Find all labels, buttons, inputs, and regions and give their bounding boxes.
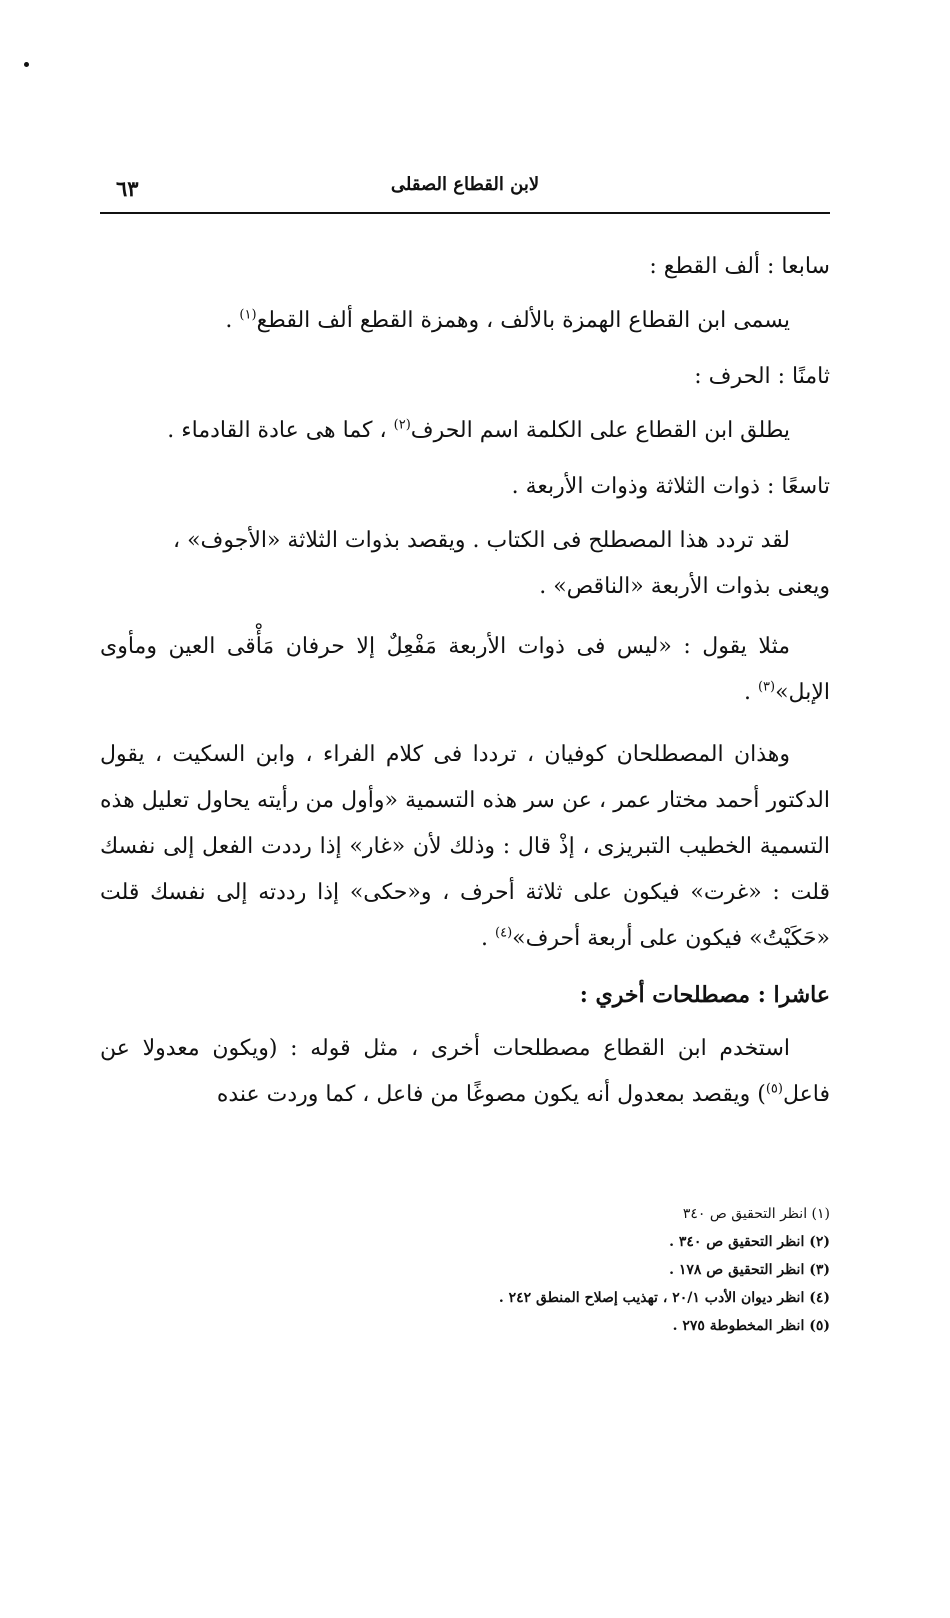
section-heading-9: تاسعًا : ذوات الثلاثة وذوات الأربعة . <box>511 474 830 499</box>
paragraph-8-text: يطلق ابن القطاع على الكلمة اسم الحرف <box>410 418 790 443</box>
paragraph-9b-end: . <box>743 680 758 705</box>
paragraph-9b <box>100 624 830 716</box>
paragraph-7 <box>100 298 830 344</box>
footnote-1: (١) انظر التحقيق ص ٣٤٠ <box>682 1206 830 1222</box>
footnotes <box>100 1200 830 1340</box>
paragraph-9c <box>100 732 830 962</box>
section-heading-7: سابعا : ألف القطع : <box>649 254 830 279</box>
paragraph-10 <box>100 1026 830 1118</box>
header-rule <box>100 212 830 214</box>
footnote-3: (٣) انظر التحقيق ص ١٧٨ . <box>669 1262 830 1278</box>
footnote-4: (٤) انظر ديوان الأدب ٢٠/١ ، تهذيب إصلاح المنطق ٢٤٢ . <box>498 1290 830 1306</box>
paragraph-10-end: ) ويقصد بمعدول أنه يكون مصوغًا من فاعل ، كما وردت عنده <box>216 1082 766 1107</box>
paragraph-9a-line-2: ويعنى بذوات الأربعة «الناقص» . <box>539 574 830 599</box>
paragraph-9a-line-1: لقد تردد هذا المصطلح فى الكتاب . ويقصد بذوات الثلاثة «الأجوف» ، <box>173 528 790 553</box>
footnote-ref-2: (٢) <box>393 417 411 433</box>
footnote-5: (٥) انظر المخطوطة ٢٧٥ . <box>672 1318 830 1334</box>
section-heading-8: ثامنًا : الحرف : <box>694 364 830 389</box>
footnote-ref-3: (٣) <box>757 679 776 695</box>
paragraph-8 <box>100 408 830 454</box>
running-title: لابن القطاع الصقلى <box>390 174 540 195</box>
paragraph-10-text: استخدم ابن القطاع مصطلحات أخرى ، مثل قوله : (ويكون معدولا عن فاعل <box>100 1036 830 1107</box>
scan-dot <box>24 62 29 67</box>
section-heading-10: عاشرا : مصطلحات أخري : <box>579 982 830 1008</box>
page-body <box>100 244 830 1128</box>
footnote-ref-4: (٤) <box>495 925 513 941</box>
paragraph-8-end: ، كما هى عادة القادماء . <box>167 418 394 443</box>
paragraph-7-end: . <box>225 308 240 333</box>
paragraph-7-text: يسمى ابن القطاع الهمزة بالألف ، وهمزة القطع ألف القطع <box>256 308 790 333</box>
paragraph-9c-text: وهذان المصطلحان كوفيان ، ترددا فى كلام الفراء ، وابن السكيت ، يقول الدكتور أحمد مختار عمر ، عن سر هذه التسمية «وأول من رأيته يحاول تعليل هذه التسمية الخطيب التبريزى ، إذْ قال : وذلك لأن «غار» إذا رددت الفعل إلى نفسك قلت : «غرت» فيكون على ثلاثة أحرف ، و«حكى» إذا رددته إلى نفسك قلت «حَكَيْتُ» فيكون على أربعة أحرف» <box>100 742 830 951</box>
footnote-2: (٢) انظر التحقيق ص ٣٤٠ . <box>669 1234 830 1250</box>
paragraph-9b-text: مثلا يقول : «ليس فى ذوات الأربعة مَفْعِلٌ إلا حرفان مَأْقى العين ومأوى الإبل» <box>100 634 830 705</box>
paragraph-9a <box>100 518 830 610</box>
paragraph-9c-end: . <box>481 926 496 951</box>
page-number: ٦٣ <box>116 176 139 201</box>
footnote-ref-1: (١) <box>239 307 257 323</box>
page-header <box>100 170 830 214</box>
footnote-ref-5: (٥) <box>765 1081 783 1097</box>
